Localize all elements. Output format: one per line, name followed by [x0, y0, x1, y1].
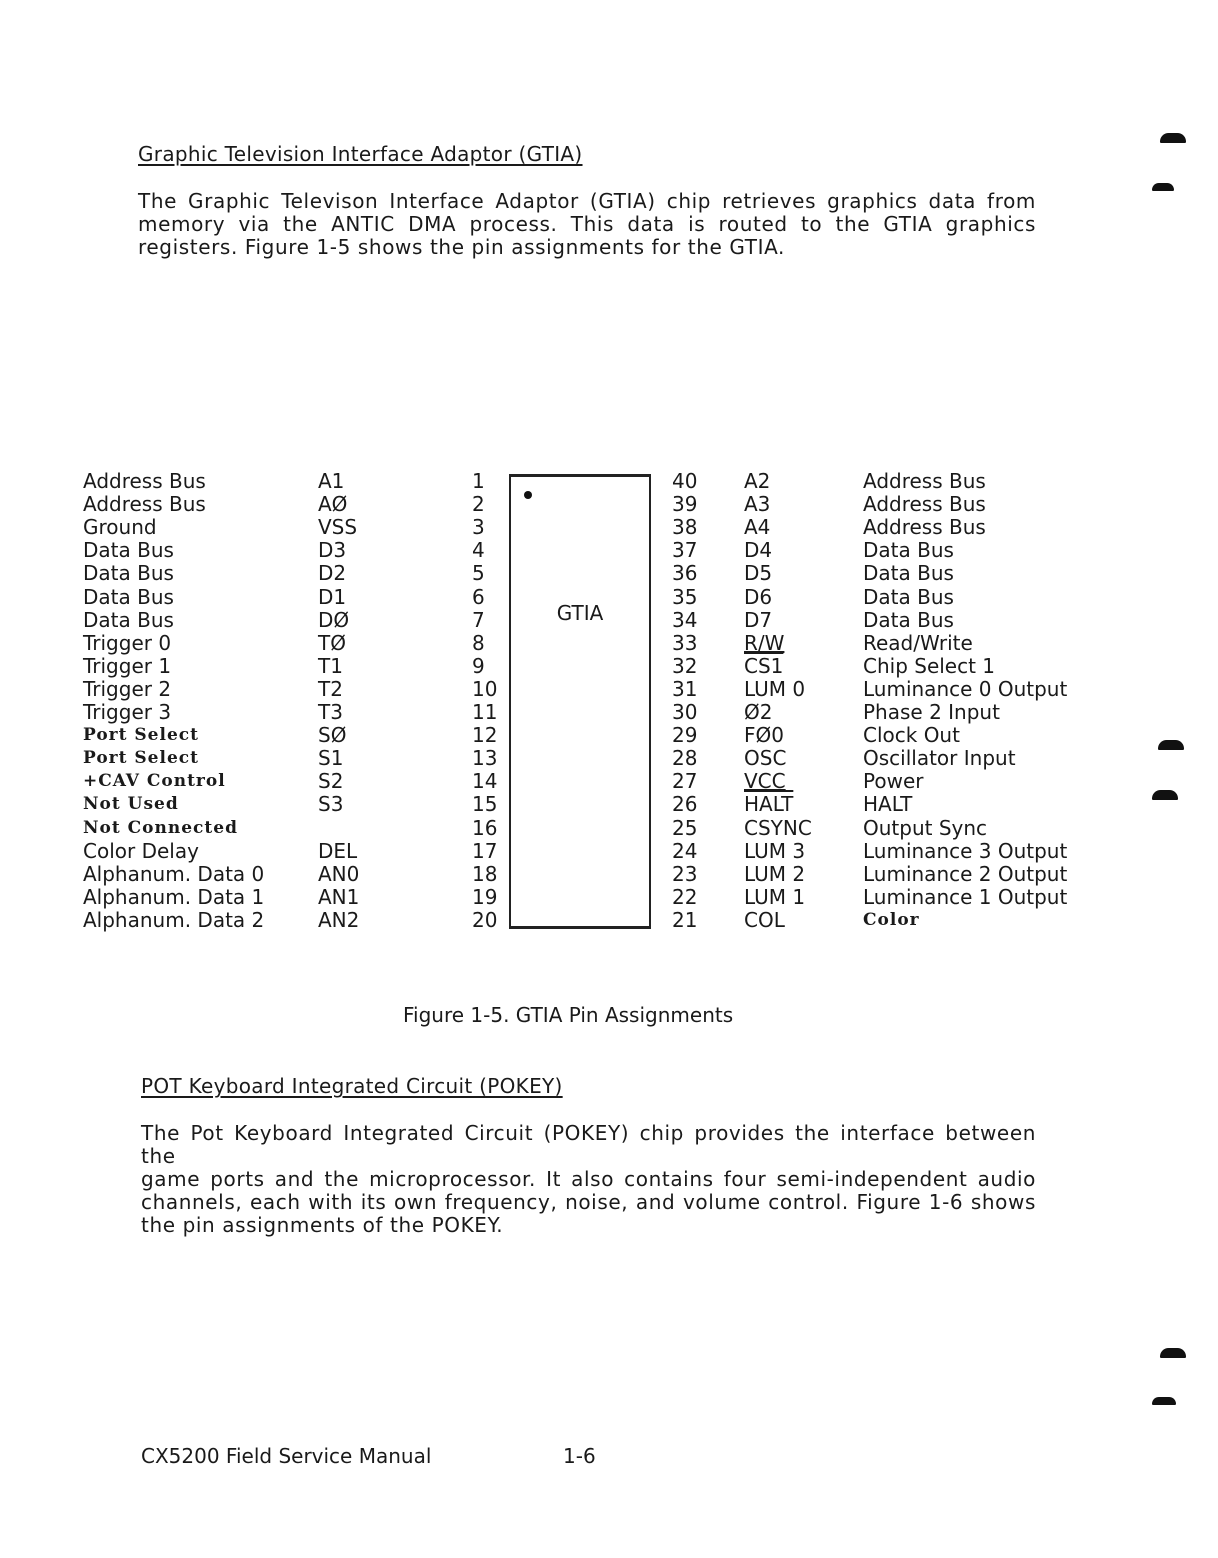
pin-description: Trigger 1: [83, 653, 172, 678]
pin-number: 2: [472, 492, 485, 517]
binder-mark: [1158, 740, 1184, 750]
pin-number: 34: [672, 607, 698, 632]
pin-signal: D4: [744, 538, 773, 563]
pin-description: Data Bus: [83, 538, 174, 563]
pin-description: Port Select: [83, 748, 199, 769]
pin-signal: AN0: [318, 861, 360, 886]
pin-number: 6: [472, 584, 485, 609]
pin-number: 24: [672, 838, 698, 863]
binder-mark: [1152, 790, 1178, 800]
pin-signal: VSS: [318, 515, 358, 540]
binder-mark: [1152, 1397, 1176, 1405]
pin-number: 18: [472, 861, 498, 886]
pin-description: Clock Out: [863, 723, 960, 748]
pin-signal: A4: [744, 515, 771, 540]
pin-number: 25: [672, 815, 698, 840]
pin-description: Oscillator Input: [863, 746, 1016, 771]
pin-description: Luminance 0 Output: [863, 676, 1068, 701]
pin-description: Address Bus: [83, 469, 206, 493]
pin-signal: AØ: [318, 492, 348, 517]
paragraph-line: memory via the ANTIC DMA process. This data is routed to the GTIA graphics: [138, 212, 1036, 236]
pin-signal: T1: [318, 653, 343, 678]
pin-description: Address Bus: [863, 515, 986, 540]
pin-description: Color Delay: [83, 838, 199, 863]
pin-signal: LUM 2: [744, 861, 806, 886]
pin-description: Port Select: [83, 725, 199, 746]
pin-signal: TØ: [318, 630, 346, 655]
pin-signal: D1: [318, 584, 347, 609]
pin-number: 19: [472, 884, 498, 909]
pin-signal: D7: [744, 607, 773, 632]
pin-signal: LUM 0: [744, 676, 806, 701]
pin-signal: SØ: [318, 723, 347, 748]
pin-description: Chip Select 1: [863, 653, 996, 678]
pin-description: Trigger 2: [83, 676, 172, 701]
pin-number: 10: [472, 676, 498, 701]
pokey-paragraph: [141, 1122, 1036, 1237]
pin-description: HALT: [863, 792, 913, 817]
pin-number: 26: [672, 792, 698, 817]
pin-signal: HALT: [744, 792, 794, 817]
gtia-paragraph: [138, 190, 1036, 259]
pin-signal: VCC: [744, 769, 786, 794]
pin-number: 4: [472, 538, 485, 563]
pin-number: 15: [472, 792, 498, 817]
pin-description: Data Bus: [863, 584, 954, 609]
paragraph-line: the pin assignments of the POKEY.: [141, 1213, 504, 1237]
paragraph-line: registers. Figure 1-5 shows the pin assignments for the GTIA.: [138, 235, 785, 259]
pin-signal: S1: [318, 746, 344, 771]
pin-signal: LUM 1: [744, 884, 806, 909]
pin-number: 29: [672, 723, 698, 748]
pin-number: 14: [472, 769, 498, 794]
pin-number: 20: [472, 907, 498, 932]
pin-signal: DØ: [318, 607, 350, 632]
pin-number: 23: [672, 861, 698, 886]
pin-number: 36: [672, 561, 698, 586]
chip-label: GTIA: [556, 601, 604, 625]
pin-signal: CSYNC: [744, 815, 812, 840]
pin-signal: A2: [744, 469, 771, 493]
pin-number: 16: [472, 815, 498, 840]
pin-description: Color: [863, 909, 920, 930]
pin-description: Luminance 1 Output: [863, 884, 1068, 909]
pin-signal: D5: [744, 561, 773, 586]
pin-description: Alphanum. Data 2: [83, 907, 265, 932]
pin-signal: D2: [318, 561, 347, 586]
pin-description: Output Sync: [863, 815, 988, 840]
binder-mark: [1152, 183, 1174, 191]
pin-signal: LUM 3: [744, 838, 806, 863]
pin-number: 22: [672, 884, 698, 909]
pin-number: 17: [472, 838, 498, 863]
pin-number: 35: [672, 584, 698, 609]
pin-description: Luminance 2 Output: [863, 861, 1068, 886]
pin-number: 21: [672, 907, 698, 932]
pin-description: Power: [863, 769, 924, 794]
pin-description: Trigger 3: [83, 700, 172, 724]
pin-number: 32: [672, 653, 698, 678]
paragraph-line: The Graphic Televison Interface Adaptor (GTIA) chip retrieves graphics data from: [138, 189, 1036, 213]
pin-number: 13: [472, 746, 498, 771]
pin-number: 31: [672, 676, 698, 701]
pin-description: Luminance 3 Output: [863, 838, 1068, 863]
pin-description: Address Bus: [863, 469, 986, 493]
pin-description: Read/Write: [863, 630, 973, 655]
pin-number: 40: [672, 469, 698, 493]
pin-signal: R/W: [744, 630, 785, 655]
pin-signal: T2: [318, 676, 343, 701]
figure-caption: Figure 1-5. GTIA Pin Assignments: [403, 1003, 734, 1027]
pin-number: 1: [472, 469, 485, 493]
footer-page-number: 1-6: [563, 1444, 596, 1468]
pin-description: Alphanum. Data 1: [83, 884, 265, 909]
pin-signal: COL: [744, 907, 785, 932]
pin-signal: CS1: [744, 653, 784, 678]
pin-signal: Ø2: [744, 700, 773, 724]
binder-mark: [1160, 133, 1186, 143]
pin-signal: OSC: [744, 746, 787, 771]
pin-number: 27: [672, 769, 698, 794]
pin-number: 33: [672, 630, 698, 655]
pin-description: Data Bus: [863, 561, 954, 586]
gtia-chip-outline: [509, 474, 651, 929]
pin-signal: DEL: [318, 838, 358, 863]
paragraph-line: The Pot Keyboard Integrated Circuit (POKEY) chip provides the interface between the: [141, 1121, 1036, 1168]
footer-manual-title: CX5200 Field Service Manual: [141, 1444, 432, 1468]
pin-signal: AN1: [318, 884, 360, 909]
pin-number: 39: [672, 492, 698, 517]
pin-number: 8: [472, 630, 485, 655]
binder-mark: [1160, 1348, 1186, 1358]
pin-description: Ground: [83, 515, 157, 540]
pin-signal: A1: [318, 469, 345, 493]
pin-signal: FØ0: [744, 723, 784, 748]
pin-signal: D3: [318, 538, 347, 563]
pin-description: Data Bus: [83, 607, 174, 632]
pin-number: 28: [672, 746, 698, 771]
pin-signal: D6: [744, 584, 773, 609]
pin-description: +CAV Control: [83, 771, 226, 792]
pin-signal: T3: [318, 700, 343, 724]
pin-description: Phase 2 Input: [863, 700, 1000, 724]
pin-number: 3: [472, 515, 485, 540]
section-heading-pokey: POT Keyboard Integrated Circuit (POKEY): [141, 1074, 563, 1098]
pin-description: Address Bus: [83, 492, 206, 517]
pin1-indicator-dot: [524, 491, 532, 499]
pin-description: Not Connected: [83, 817, 238, 838]
paragraph-line: channels, each with its own frequency, noise, and volume control. Figure 1-6 shows: [141, 1190, 1036, 1214]
pin-number: 30: [672, 700, 698, 724]
paragraph-line: game ports and the microprocessor. It also contains four semi-independent audio: [141, 1167, 1036, 1191]
pin-description: Trigger 0: [83, 630, 172, 655]
pin-signal: S3: [318, 792, 344, 817]
pin-description: Data Bus: [863, 538, 954, 563]
pin-description: Data Bus: [83, 584, 174, 609]
pin-signal: S2: [318, 769, 344, 794]
pin-number: 9: [472, 653, 485, 678]
pin-number: 5: [472, 561, 485, 586]
pin-number: 37: [672, 538, 698, 563]
section-heading-gtia: Graphic Television Interface Adaptor (GTIA): [138, 142, 583, 166]
pin-number: 11: [472, 700, 498, 724]
pin-signal: AN2: [318, 907, 360, 932]
pin-signal: A3: [744, 492, 771, 517]
pin-description: Address Bus: [863, 492, 986, 517]
pin-description: Data Bus: [863, 607, 954, 632]
pin-number: 7: [472, 607, 485, 632]
pin-description: Alphanum. Data 0: [83, 861, 265, 886]
pin-description: Data Bus: [83, 561, 174, 586]
pin-number: 12: [472, 723, 498, 748]
pin-number: 38: [672, 515, 698, 540]
pin-description: Not Used: [83, 794, 179, 815]
